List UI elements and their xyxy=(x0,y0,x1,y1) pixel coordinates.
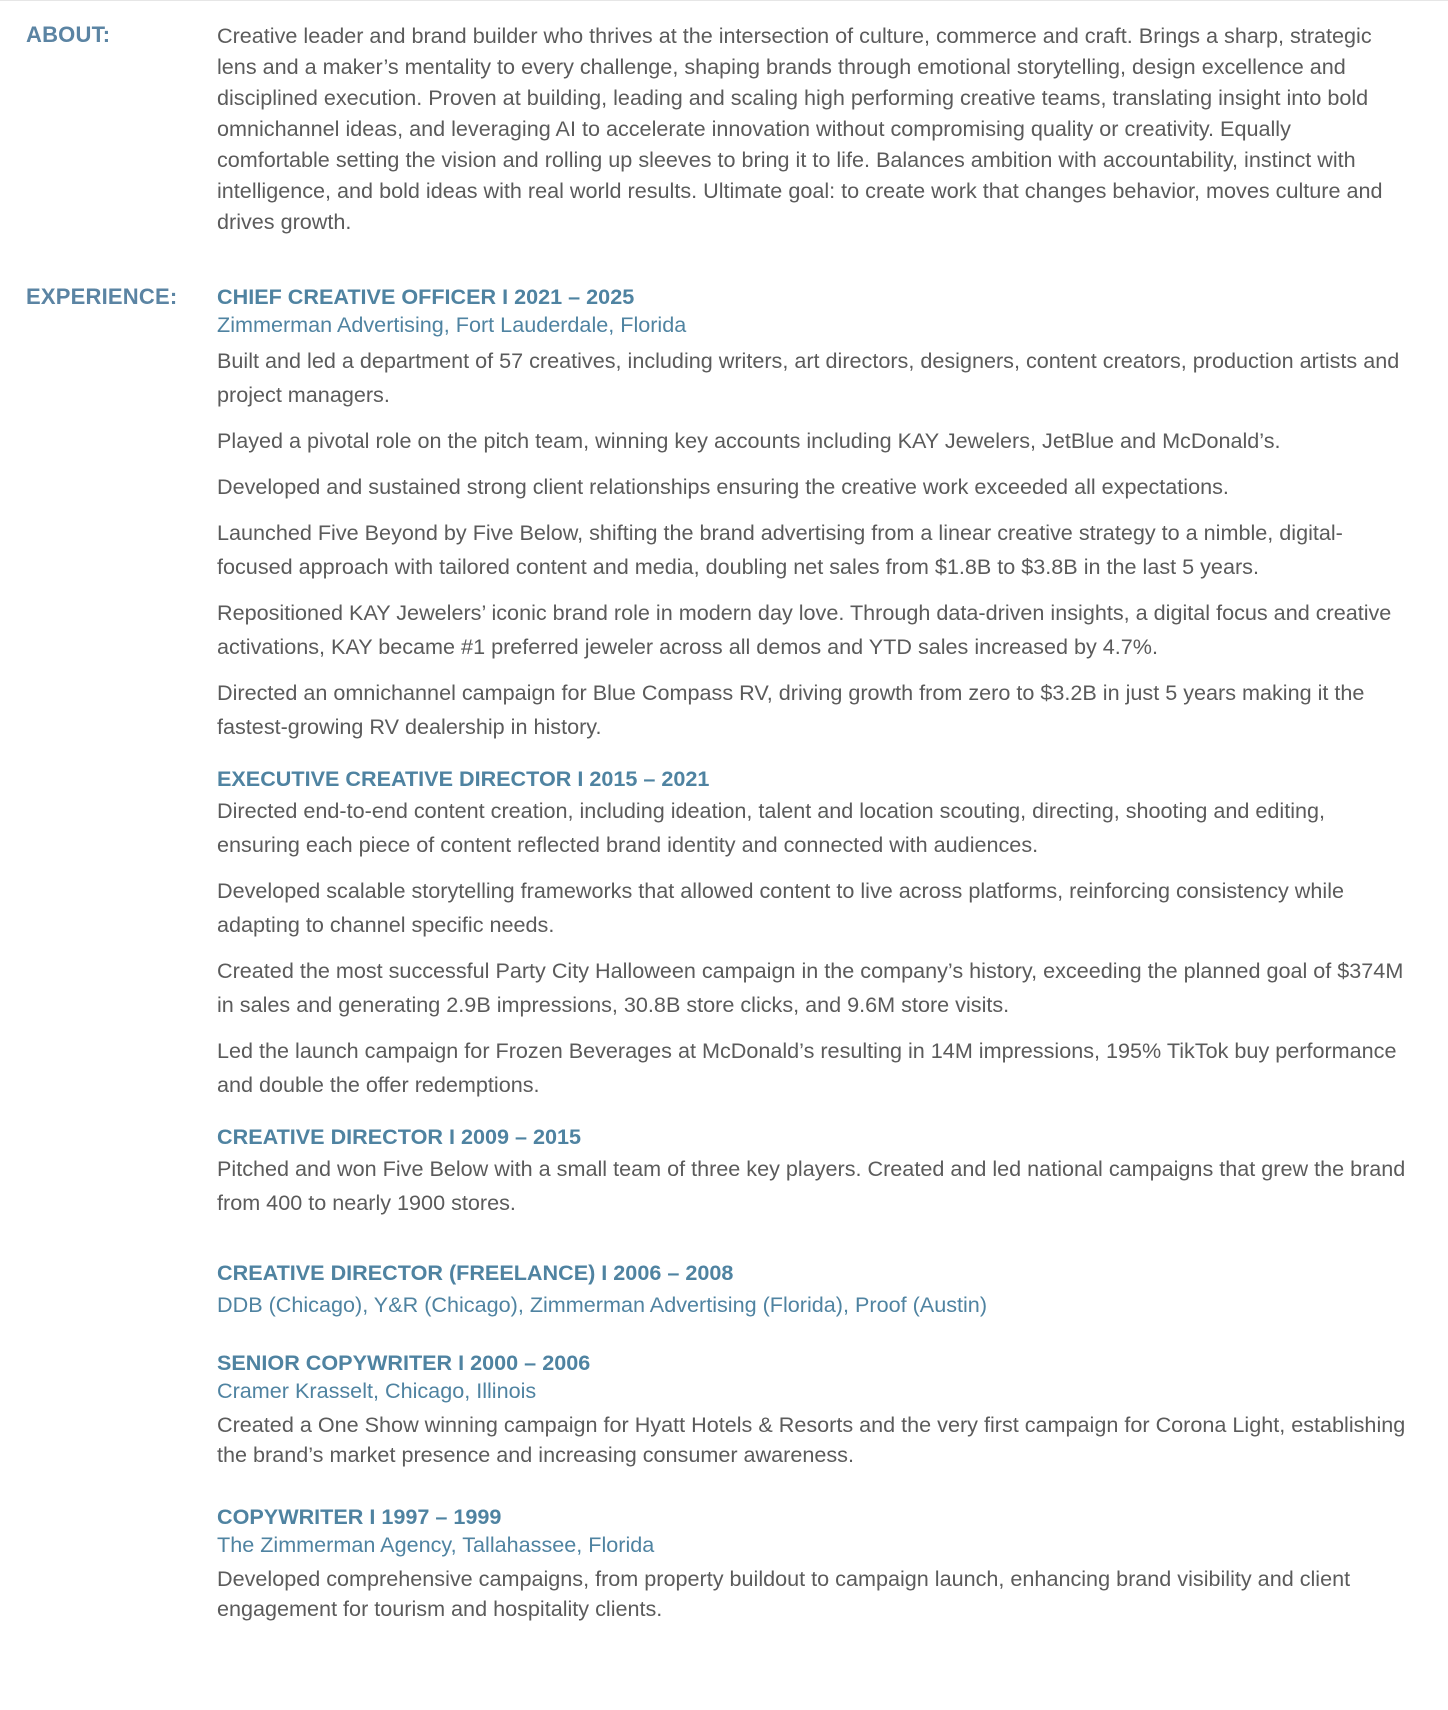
job-company: Zimmerman Advertising, Fort Lauderdale, Florida xyxy=(217,312,687,337)
job-entry xyxy=(217,766,1407,1102)
job-entry xyxy=(217,1260,1407,1320)
experience-section xyxy=(0,282,1448,1624)
about-section xyxy=(0,20,1448,237)
job-company: DDB (Chicago), Y&R (Chicago), Zimmerman Advertising (Florida), Proof (Austin) xyxy=(217,1292,988,1317)
job-entry xyxy=(217,284,1407,744)
about-body xyxy=(217,20,1407,237)
job-title: CREATIVE DIRECTOR I 2009 – 2015 xyxy=(217,1124,582,1149)
about-label: ABOUT: xyxy=(26,22,111,47)
job-title: SENIOR COPYWRITER I 2000 – 2006 xyxy=(217,1350,591,1375)
about-text: Creative leader and brand builder who thrives at the intersection of culture, commerce and craft. Brings a sharp, strategic lens and a maker’s mentality to every challenge, shaping brands through emotional storytelling, design excellence and disciplined execution. Proven at building, leading and scaling high performing creative teams, translating insight into bold omnichannel ideas, and leveraging AI to accelerate innovation without compromising quality or creativity. Equally comfortable setting the vision and rolling up sleeves to bring it to life. Balances ambition with accountability, instinct with intelligence, and bold ideas with real world results. Ultimate goal: to create work that changes behavior, moves culture and drives growth. xyxy=(217,23,1383,234)
job-bullet: Directed end-to-end content creation, including ideation, talent and location scouting, directing, shooting and editing, ensuring each piece of content reflected brand identity and connected with audiences. xyxy=(217,798,1326,857)
job-bullet: Pitched and won Five Below with a small team of three key players. Created and led national campaigns that grew the brand from 400 to nearly 1900 stores. xyxy=(217,1156,1406,1215)
job-bullet: Led the launch campaign for Frozen Beverages at McDonald’s resulting in 14M impressions, 195% TikTok buy performance and double the offer redemptions. xyxy=(217,1038,1397,1097)
job-company: Cramer Krasselt, Chicago, Illinois xyxy=(217,1378,537,1403)
job-entry xyxy=(217,1504,1407,1624)
job-title: EXECUTIVE CREATIVE DIRECTOR I 2015 – 2021 xyxy=(217,766,710,791)
job-bullet: Played a pivotal role on the pitch team, winning key accounts including KAY Jewelers, JetBlue and McDonald’s. xyxy=(217,428,1281,453)
job-bullet: Repositioned KAY Jewelers’ iconic brand role in modern day love. Through data-driven insights, a digital focus and creative activations, KAY became #1 preferred jeweler across all demos and YTD sales increased by 4.7%. xyxy=(217,600,1392,659)
job-company: The Zimmerman Agency, Tallahassee, Florida xyxy=(217,1532,655,1557)
job-bullet: Launched Five Beyond by Five Below, shifting the brand advertising from a linear creative strategy to a nimble, digital-focused approach with tailored content and media, doubling net sales from $1.8B to $3.8B in the last 5 years. xyxy=(217,520,1343,579)
job-bullet: Developed scalable storytelling frameworks that allowed content to live across platforms, reinforcing consistency while adapting to channel specific needs. xyxy=(217,878,1344,937)
job-bullet: Built and led a department of 57 creatives, including writers, art directors, designers, content creators, production artists and project managers. xyxy=(217,348,1400,407)
job-entry xyxy=(217,1350,1407,1470)
job-bullet: Developed and sustained strong client relationships ensuring the creative work exceeded all expectations. xyxy=(217,474,1229,499)
job-title: COPYWRITER I 1997 – 1999 xyxy=(217,1504,502,1529)
experience-label: EXPERIENCE: xyxy=(26,284,178,309)
experience-body xyxy=(217,282,1407,1624)
job-entry xyxy=(217,1124,1407,1220)
job-bullet: Created a One Show winning campaign for Hyatt Hotels & Resorts and the very first campaign for Corona Light, establishing the brand’s market presence and increasing consumer awareness. xyxy=(217,1412,1406,1467)
job-bullet: Directed an omnichannel campaign for Blue Compass RV, driving growth from zero to $3.2B in just 5 years making it the fastest-growing RV dealership in history. xyxy=(217,680,1365,739)
job-bullet: Created the most successful Party City Halloween campaign in the company’s history, exceeding the planned goal of $374M in sales and generating 2.9B impressions, 30.8B store clicks, and 9.6M store visits. xyxy=(217,958,1404,1017)
job-bullet: Developed comprehensive campaigns, from property buildout to campaign launch, enhancing brand visibility and client engagement for tourism and hospitality clients. xyxy=(217,1566,1351,1621)
job-title: CREATIVE DIRECTOR (FREELANCE) I 2006 – 2008 xyxy=(217,1260,734,1285)
job-title: CHIEF CREATIVE OFFICER I 2021 – 2025 xyxy=(217,284,635,309)
